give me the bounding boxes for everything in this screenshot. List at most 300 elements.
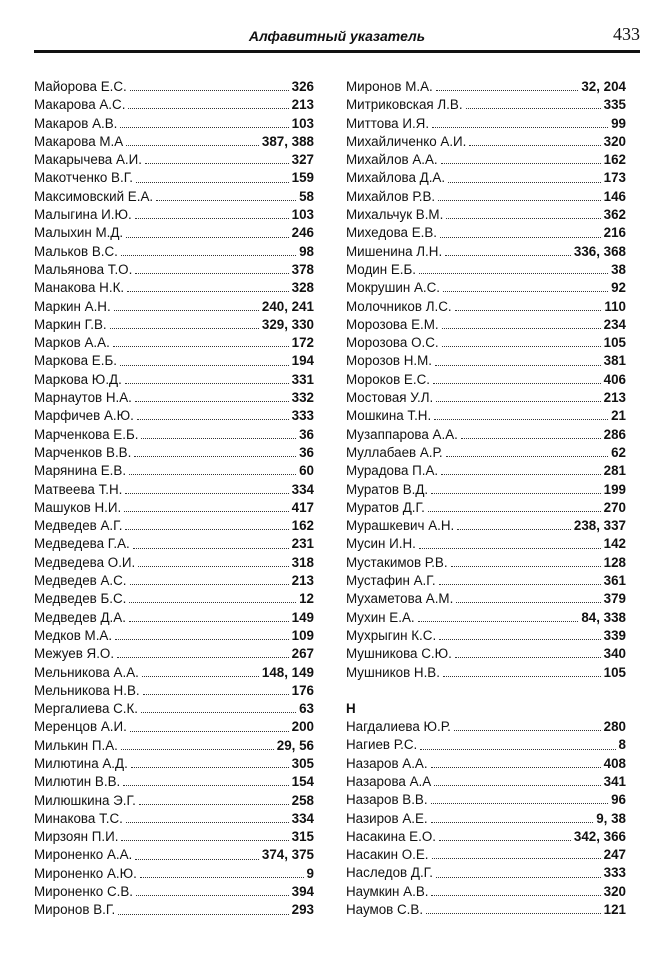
entry-name: Назаров А.А. — [346, 755, 428, 771]
index-entry — [346, 828, 626, 846]
dot-leader — [126, 145, 259, 146]
entry-name: Михайличенко А.И. — [346, 133, 467, 149]
dot-leader — [455, 657, 601, 658]
entry-name: Насакин О.Е. — [346, 847, 429, 863]
index-entry — [346, 572, 626, 590]
index-entry — [34, 773, 314, 791]
dot-leader — [436, 90, 579, 91]
entry-pages: 110 — [604, 298, 626, 314]
index-entry — [346, 627, 626, 645]
entry-pages: 231 — [291, 536, 314, 552]
dot-leader — [110, 328, 259, 329]
dot-leader — [145, 163, 289, 164]
dot-leader — [140, 877, 304, 878]
dot-leader — [143, 694, 289, 695]
dot-leader — [141, 438, 296, 439]
index-entry — [34, 718, 314, 736]
entry-pages: 320 — [603, 133, 626, 149]
dot-leader — [136, 895, 289, 896]
entry-pages: 387, 388 — [261, 133, 314, 149]
entry-pages: 8 — [618, 737, 626, 753]
entry-pages: 109 — [291, 627, 314, 643]
dot-leader — [135, 273, 288, 274]
dot-leader — [135, 218, 289, 219]
index-entry — [34, 590, 314, 608]
entry-name: Мурашкевич А.Н. — [346, 518, 455, 534]
entry-pages: 9, 38 — [596, 810, 626, 826]
index-entry — [34, 572, 314, 590]
entry-name: Наследов Д.Г. — [346, 865, 433, 881]
entry-name: Михайлова Д.А. — [346, 170, 446, 186]
index-entry — [34, 206, 314, 224]
entry-pages: 341 — [603, 773, 626, 789]
index-entry — [34, 865, 314, 883]
entry-pages: 216 — [603, 225, 626, 241]
entry-pages: 335 — [603, 97, 626, 113]
index-entry — [34, 96, 314, 114]
dot-leader — [457, 529, 571, 530]
index-entry — [346, 609, 626, 627]
dot-leader — [431, 767, 601, 768]
dot-leader — [130, 584, 289, 585]
dot-leader — [125, 493, 288, 494]
entry-name: Маркова Е.Б. — [34, 353, 117, 369]
entry-pages: 374, 375 — [261, 847, 314, 863]
dot-leader — [431, 895, 600, 896]
entry-name: Муратов В.Д. — [346, 481, 429, 497]
index-entry — [34, 755, 314, 773]
entry-name: Медведев Д.А. — [34, 609, 126, 625]
entry-pages: 333 — [291, 408, 314, 424]
index-entry — [34, 883, 314, 901]
index-entry — [34, 334, 314, 352]
entry-pages: 162 — [603, 152, 626, 168]
index-entry — [346, 188, 626, 206]
dot-leader — [117, 657, 289, 658]
entry-name: Медведев А.С. — [34, 573, 127, 589]
entry-pages: 315 — [291, 829, 314, 845]
dot-leader — [439, 639, 600, 640]
entry-name: Миронов М.А. — [346, 79, 433, 94]
entry-pages: 149 — [291, 609, 314, 625]
entry-pages: 162 — [291, 518, 314, 534]
entry-name: Мельникова Н.В. — [34, 682, 140, 698]
index-entry — [346, 78, 626, 96]
entry-pages: 121 — [603, 902, 626, 918]
index-column-right — [346, 78, 626, 919]
dot-leader — [443, 291, 608, 292]
dot-leader — [439, 840, 571, 841]
entry-pages: 105 — [603, 664, 626, 680]
entry-pages: 340 — [603, 646, 626, 662]
entry-pages: 199 — [603, 481, 626, 497]
entry-pages: 342, 366 — [573, 828, 626, 844]
dot-leader — [121, 749, 274, 750]
entry-name: Мироненко А.Ю. — [34, 865, 137, 881]
entry-pages: 406 — [603, 371, 626, 387]
entry-name: Морозова О.С. — [346, 335, 439, 351]
entry-name: Марфичев А.Ю. — [34, 408, 134, 424]
index-entry — [34, 737, 314, 755]
header-rule — [34, 50, 640, 53]
index-entry — [34, 371, 314, 389]
index-entry — [34, 554, 314, 572]
entry-name: Медведева Г.А. — [34, 536, 130, 552]
dot-leader — [156, 200, 296, 201]
index-entry — [346, 316, 626, 334]
index-entry — [346, 718, 626, 736]
index-entry — [34, 115, 314, 133]
entry-name: Мокрушин А.С. — [346, 280, 440, 296]
entry-name: Межуев Я.О. — [34, 646, 115, 662]
dot-leader — [115, 639, 289, 640]
entry-pages: 270 — [603, 499, 626, 515]
entry-pages: 159 — [291, 170, 314, 186]
entry-pages: 38 — [611, 261, 626, 277]
entry-name: Марченков В.В. — [34, 444, 132, 460]
entry-pages: 334 — [291, 810, 314, 826]
entry-pages: 213 — [603, 390, 626, 406]
dot-leader — [436, 401, 600, 402]
entry-name: Мухрыгин К.С. — [346, 627, 437, 643]
index-entry — [34, 499, 314, 517]
dot-leader — [456, 602, 600, 603]
dot-leader — [126, 237, 289, 238]
index-entry — [34, 810, 314, 828]
entry-name: Медведев Б.С. — [34, 591, 127, 607]
index-entry — [346, 864, 626, 882]
index-entry — [346, 736, 626, 754]
entry-name: Мухаметова А.М. — [346, 591, 454, 607]
entry-name: Марянина Е.В. — [34, 463, 127, 479]
entry-name: Медведева О.И. — [34, 554, 136, 570]
dot-leader — [433, 383, 601, 384]
dot-leader — [419, 548, 601, 549]
index-entry — [346, 444, 626, 462]
dot-leader — [461, 438, 601, 439]
entry-name: Мирзоян П.И. — [34, 829, 119, 845]
entry-pages: 172 — [291, 335, 314, 351]
entry-name: Медведев А.Г. — [34, 518, 123, 534]
index-entry — [346, 133, 626, 151]
entry-name: Мироненко А.А. — [34, 847, 133, 863]
entry-name: Медков М.А. — [34, 627, 113, 643]
entry-pages: 36 — [299, 426, 314, 442]
dot-leader — [455, 310, 602, 311]
entry-name: Мишенина Л.Н. — [346, 243, 443, 259]
entry-name: Милютина А.Д. — [34, 755, 128, 771]
index-entry — [34, 151, 314, 169]
index-entry — [346, 206, 626, 224]
entry-name: Марченкова Е.Б. — [34, 426, 139, 442]
entry-pages: 173 — [603, 170, 626, 186]
entry-pages: 281 — [603, 463, 626, 479]
entry-name: Мустафин А.Г. — [346, 573, 436, 589]
index-entry — [346, 407, 626, 425]
index-entry — [346, 645, 626, 663]
index-entry — [34, 188, 314, 206]
dot-leader — [431, 803, 609, 804]
entry-name: Маркова Ю.Д. — [34, 371, 122, 387]
index-entry — [34, 792, 314, 810]
index-entry — [34, 133, 314, 151]
dot-leader — [441, 474, 601, 475]
dot-leader — [434, 785, 600, 786]
entry-pages: 148, 149 — [261, 664, 314, 680]
entry-name: Марнаутов Н.А. — [34, 390, 132, 406]
entry-pages: 334 — [291, 481, 314, 497]
entry-name: Мальков В.С. — [34, 243, 118, 259]
dot-leader — [130, 90, 289, 91]
entry-pages: 293 — [291, 902, 314, 918]
dot-leader — [121, 840, 288, 841]
index-entry — [346, 96, 626, 114]
entry-name: Митриковская Л.В. — [346, 97, 463, 113]
entry-name: Мушников Н.В. — [346, 664, 440, 680]
entry-name: Макаров А.В. — [34, 115, 118, 131]
dot-leader — [431, 822, 594, 823]
entry-pages: 58 — [299, 188, 314, 204]
index-section-n — [346, 718, 626, 919]
index-entry — [34, 828, 314, 846]
entry-name: Макарычева А.И. — [34, 152, 142, 168]
entry-pages: 146 — [603, 188, 626, 204]
dot-leader — [469, 145, 600, 146]
dot-leader — [126, 822, 289, 823]
entry-pages: 105 — [603, 335, 626, 351]
dot-leader — [466, 108, 601, 109]
dot-leader — [128, 108, 288, 109]
entry-pages: 286 — [603, 426, 626, 442]
index-entry — [34, 682, 314, 700]
entry-name: Марков А.А. — [34, 335, 110, 351]
entry-pages: 142 — [603, 536, 626, 552]
entry-name: Мергалиева С.К. — [34, 701, 139, 717]
index-entry — [34, 407, 314, 425]
index-entry — [34, 316, 314, 334]
dot-leader — [125, 383, 289, 384]
entry-pages: 103 — [291, 115, 314, 131]
entry-name: Мироненко С.В. — [34, 884, 133, 900]
index-entry — [346, 554, 626, 572]
index-entry — [34, 664, 314, 682]
entry-name: Милюшкина Э.Г. — [34, 792, 136, 808]
entry-name: Минакова Т.С. — [34, 810, 123, 826]
dot-leader — [443, 676, 601, 677]
index-entry — [34, 846, 314, 864]
dot-leader — [451, 566, 601, 567]
entry-name: Мельникова А.А. — [34, 664, 139, 680]
entry-pages: 92 — [611, 280, 626, 296]
dot-leader — [431, 493, 601, 494]
dot-leader — [129, 621, 289, 622]
entry-name: Михедова Е.В. — [346, 225, 438, 241]
index-entry — [346, 664, 626, 682]
dot-leader — [142, 676, 259, 677]
index-entry — [34, 426, 314, 444]
entry-pages: 99 — [611, 115, 626, 131]
entry-name: Макотченко В.Г. — [34, 170, 134, 186]
entry-pages: 12 — [299, 591, 314, 607]
entry-pages: 176 — [291, 682, 314, 698]
dot-leader — [440, 237, 601, 238]
entry-pages: 408 — [603, 755, 626, 771]
index-entry — [34, 224, 314, 242]
dot-leader — [118, 914, 288, 915]
entry-name: Нагдалиева Ю.Р. — [346, 719, 451, 735]
index-entry — [346, 389, 626, 407]
index-entry — [346, 462, 626, 480]
entry-name: Морозова Е.М. — [346, 316, 439, 332]
entry-pages: 9 — [306, 865, 314, 881]
entry-name: Машуков Н.И. — [34, 499, 122, 515]
page-header — [34, 22, 640, 50]
entry-name: Маркин А.Н. — [34, 298, 111, 314]
entry-name: Насакина Е.О. — [346, 828, 436, 844]
dot-leader — [134, 456, 296, 457]
entry-name: Мустакимов Р.В. — [346, 554, 448, 570]
dot-leader — [438, 200, 601, 201]
index-entry — [346, 755, 626, 773]
entry-pages: 332 — [291, 390, 314, 406]
entry-pages: 247 — [603, 847, 626, 863]
entry-pages: 258 — [291, 792, 314, 808]
entry-name: Наумкин А.В. — [346, 883, 429, 899]
dot-leader — [124, 511, 288, 512]
dot-leader — [442, 328, 601, 329]
entry-pages: 32, 204 — [581, 79, 626, 94]
entry-pages: 328 — [291, 280, 314, 296]
dot-leader — [120, 127, 288, 128]
entry-name: Михайлов Р.В. — [346, 188, 436, 204]
entry-pages: 96 — [611, 792, 626, 808]
entry-pages: 36 — [299, 444, 314, 460]
entry-name: Мальянова Т.О. — [34, 261, 133, 277]
entry-name: Назарова А.А — [346, 773, 432, 789]
page-number: 433 — [613, 24, 640, 44]
index-entry — [346, 791, 626, 809]
entry-name: Мухин Е.А. — [346, 609, 415, 625]
dot-leader — [434, 419, 608, 420]
index-entry — [346, 169, 626, 187]
entry-pages: 194 — [291, 353, 314, 369]
index-entry — [34, 444, 314, 462]
entry-name: Меренцов А.И. — [34, 719, 127, 735]
entry-name: Миронов В.Г. — [34, 902, 116, 918]
dot-leader — [426, 913, 601, 914]
index-column-left — [34, 78, 314, 920]
entry-pages: 234 — [603, 316, 626, 332]
dot-leader — [135, 401, 289, 402]
index-entry — [346, 499, 626, 517]
dot-leader — [454, 730, 601, 731]
entry-pages: 29, 56 — [276, 737, 314, 753]
dot-leader — [129, 602, 296, 603]
dot-leader — [120, 365, 289, 366]
entry-name: Мусин И.Н. — [346, 536, 416, 552]
entry-pages: 238, 337 — [573, 518, 626, 534]
index-entry — [346, 883, 626, 901]
entry-name: Мурадова П.А. — [346, 463, 439, 479]
dot-leader — [446, 456, 608, 457]
entry-name: Малыгина И.Ю. — [34, 207, 132, 223]
dot-leader — [432, 127, 608, 128]
entry-pages: 326 — [291, 79, 314, 94]
index-entry — [34, 609, 314, 627]
dot-leader — [136, 182, 289, 183]
entry-pages: 246 — [291, 225, 314, 241]
entry-name: Модин Е.Б. — [346, 261, 417, 277]
dot-leader — [441, 163, 601, 164]
index-entry — [346, 426, 626, 444]
index-entry — [34, 700, 314, 718]
entry-pages: 60 — [299, 463, 314, 479]
index-entry — [34, 627, 314, 645]
index-entry — [34, 243, 314, 261]
entry-pages: 62 — [611, 444, 626, 460]
entry-name: Назиров А.Е. — [346, 810, 428, 826]
entry-name: Музаппарова А.А. — [346, 426, 458, 442]
index-entry — [34, 645, 314, 663]
dot-leader — [419, 273, 608, 274]
index-entry — [346, 279, 626, 297]
entry-name: Матвеева Т.Н. — [34, 481, 123, 497]
entry-pages: 213 — [291, 97, 314, 113]
entry-name: Морозов Н.М. — [346, 353, 433, 369]
dot-leader — [135, 859, 259, 860]
entry-name: Нагиев Р.С. — [346, 737, 418, 753]
entry-pages: 318 — [291, 554, 314, 570]
entry-pages: 305 — [291, 755, 314, 771]
dot-leader — [435, 365, 601, 366]
entry-pages: 339 — [603, 627, 626, 643]
entry-pages: 329, 330 — [261, 316, 314, 332]
entry-name: Милькин П.А. — [34, 737, 118, 753]
entry-pages: 331 — [291, 371, 314, 387]
dot-leader — [141, 712, 296, 713]
entry-name: Михальчук В.М. — [346, 207, 444, 223]
entry-pages: 128 — [603, 554, 626, 570]
index-entry — [346, 352, 626, 370]
index-entry — [346, 590, 626, 608]
entry-pages: 63 — [299, 701, 314, 717]
index-entry — [34, 481, 314, 499]
index-entry — [346, 261, 626, 279]
dot-leader — [129, 474, 296, 475]
dot-leader — [138, 566, 288, 567]
index-entry — [34, 298, 314, 316]
index-entry — [346, 115, 626, 133]
entry-pages: 103 — [291, 207, 314, 223]
dot-leader — [133, 548, 289, 549]
index-entry — [346, 773, 626, 791]
entry-name: Назаров В.В. — [346, 792, 428, 808]
index-entry — [346, 846, 626, 864]
entry-name: Майорова Е.С. — [34, 79, 127, 94]
index-entry — [346, 243, 626, 261]
dot-leader — [445, 255, 571, 256]
entry-name: Молочников Л.С. — [346, 298, 452, 314]
entry-name: Мошкина Т.Н. — [346, 408, 432, 424]
dot-leader — [127, 291, 289, 292]
index-entry — [34, 517, 314, 535]
entry-pages: 379 — [603, 591, 626, 607]
entry-name: Миттова И.Я. — [346, 115, 430, 131]
dot-leader — [442, 346, 601, 347]
index-entry — [346, 810, 626, 828]
dot-leader — [428, 511, 601, 512]
entry-name: Муллабаев А.Р. — [346, 444, 443, 460]
